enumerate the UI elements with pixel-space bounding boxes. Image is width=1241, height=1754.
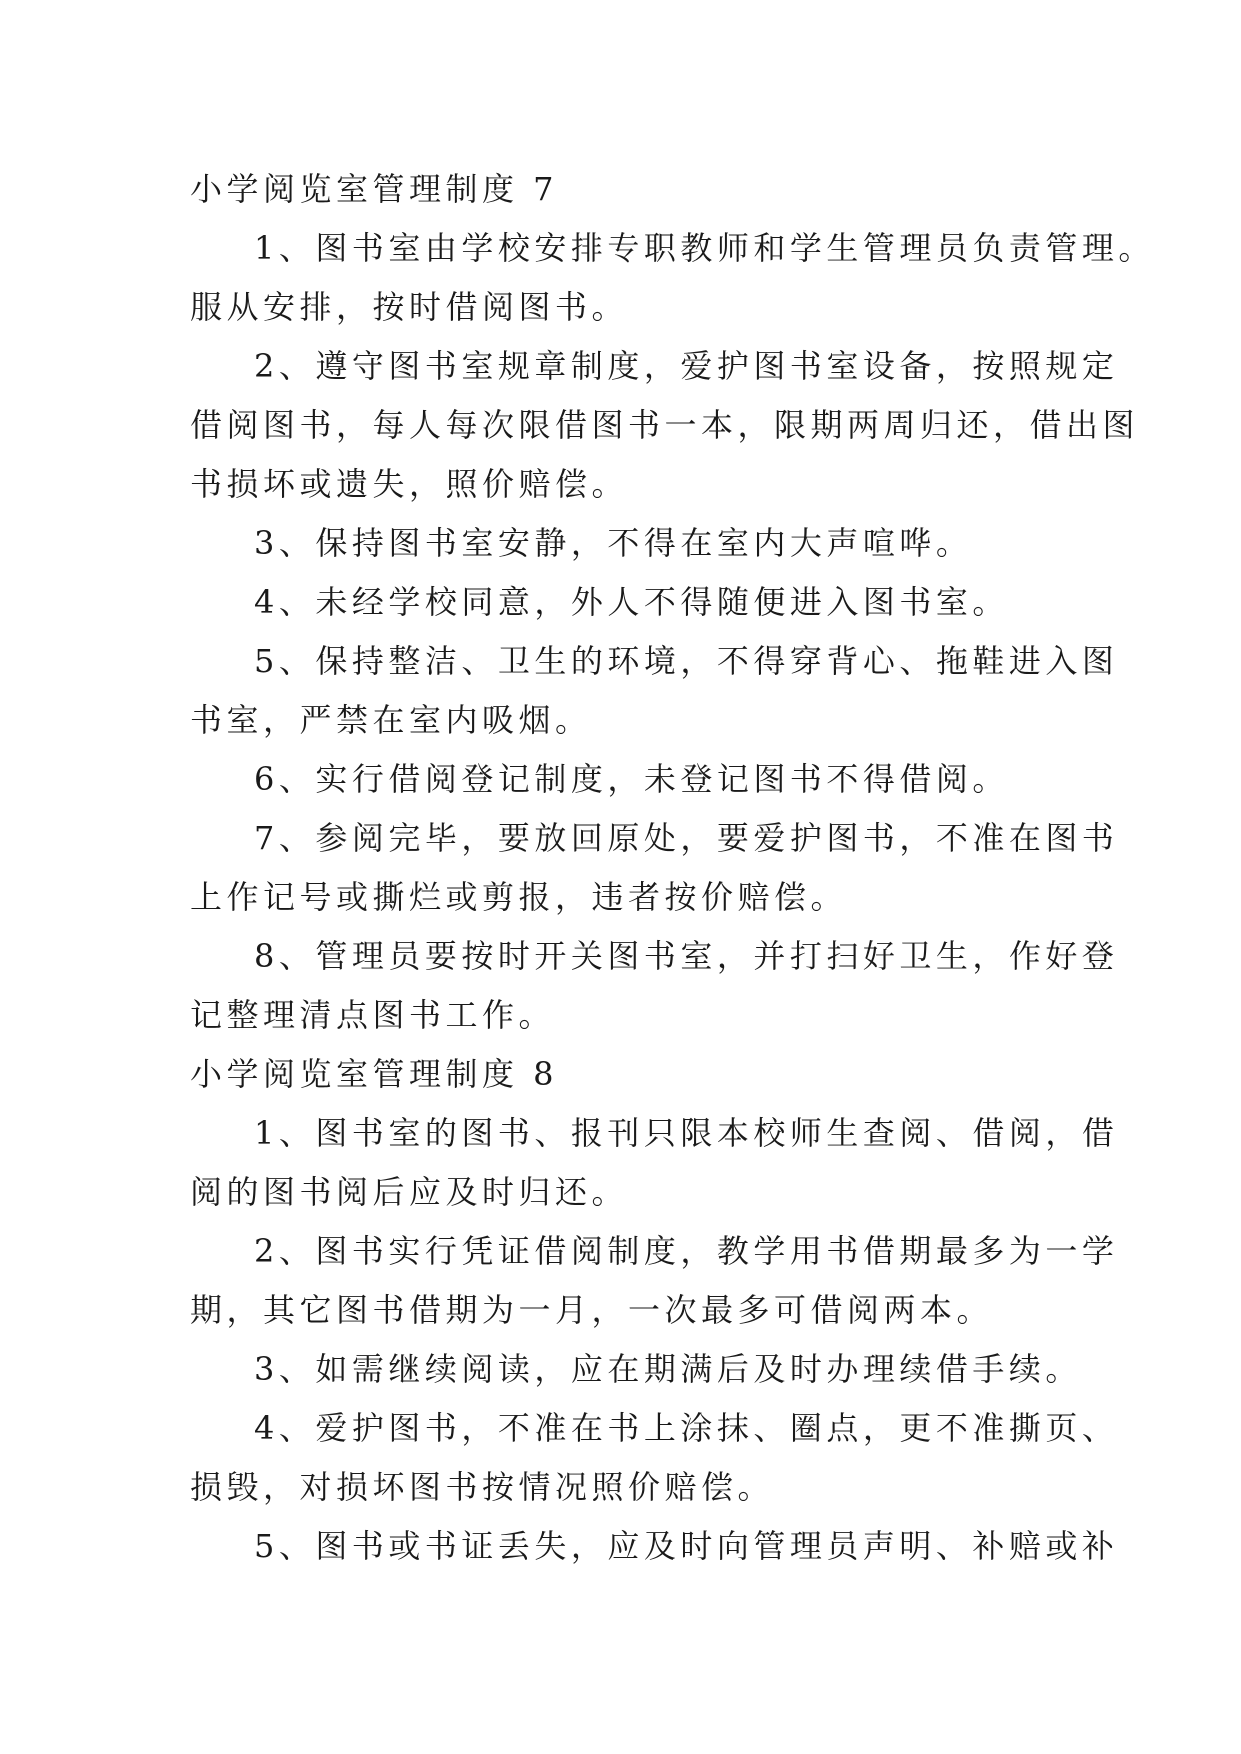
paragraph xyxy=(190,809,1119,927)
paragraph-line: 7、参阅完毕，要放回原处，要爱护图书，不准在图书 xyxy=(254,819,1119,857)
paragraph-line: 1、图书室的图书、报刊只限本校师生查阅、借阅，借 xyxy=(254,1114,1119,1152)
paragraph-line: 3、保持图书室安静，不得在室内大声喧哗。 xyxy=(254,524,973,562)
paragraph-line: 上作记号或撕烂或剪报，违者按价赔偿。 xyxy=(190,878,848,916)
paragraph xyxy=(190,1340,1082,1399)
paragraph xyxy=(190,1104,1119,1222)
section-heading-8: 小学阅览室管理制度 8 xyxy=(190,1055,559,1093)
paragraph xyxy=(190,927,1119,1045)
paragraph-line: 书损坏或遗失，照价赔偿。 xyxy=(190,465,629,503)
paragraph-line: 服从安排，按时借阅图书。 xyxy=(190,288,629,326)
paragraph xyxy=(190,1222,1119,1340)
paragraph-line: 8、管理员要按时开关图书室，并打扫好卫生，作好登 xyxy=(254,937,1119,975)
paragraph xyxy=(190,632,1119,750)
paragraph xyxy=(190,1399,1119,1517)
paragraph xyxy=(190,1517,1119,1576)
paragraph xyxy=(190,337,1140,514)
paragraph-line: 期，其它图书借期为一月，一次最多可借阅两本。 xyxy=(190,1291,994,1329)
paragraph-line: 5、图书或书证丢失，应及时向管理员声明、补赔或补 xyxy=(254,1527,1119,1565)
paragraph-line: 记整理清点图书工作。 xyxy=(190,996,556,1034)
document-body xyxy=(190,160,1155,1576)
paragraph-line: 书室，严禁在室内吸烟。 xyxy=(190,701,592,739)
paragraph-line: 阅的图书阅后应及时归还。 xyxy=(190,1173,629,1211)
paragraph-line: 损毁，对损坏图书按情况照价赔偿。 xyxy=(190,1468,775,1506)
paragraph-line: 借阅图书，每人每次限借图书一本，限期两周归还，借出图 xyxy=(190,406,1140,444)
paragraph-line: 3、如需继续阅读，应在期满后及时办理续借手续。 xyxy=(254,1350,1082,1388)
paragraph-line: 2、遵守图书室规章制度，爱护图书室设备，按照规定 xyxy=(254,347,1119,385)
paragraph-line: 6、实行借阅登记制度，未登记图书不得借阅。 xyxy=(254,760,1009,798)
paragraph-line: 4、未经学校同意，外人不得随便进入图书室。 xyxy=(254,583,1009,621)
paragraph xyxy=(190,219,1155,337)
paragraph-line: 4、爱护图书，不准在书上涂抹、圈点，更不准撕页、 xyxy=(254,1409,1119,1447)
paragraph-line: 5、保持整洁、卫生的环境，不得穿背心、拖鞋进入图 xyxy=(254,642,1119,680)
paragraph xyxy=(190,514,1060,573)
paragraph xyxy=(190,573,1060,632)
paragraph-line: 2、图书实行凭证借阅制度，教学用书借期最多为一学 xyxy=(254,1232,1119,1270)
paragraph-line: 1、图书室由学校安排专职教师和学生管理员负责管理。 xyxy=(254,229,1155,267)
section-heading-7: 小学阅览室管理制度 7 xyxy=(190,170,559,208)
paragraph xyxy=(190,750,1060,809)
